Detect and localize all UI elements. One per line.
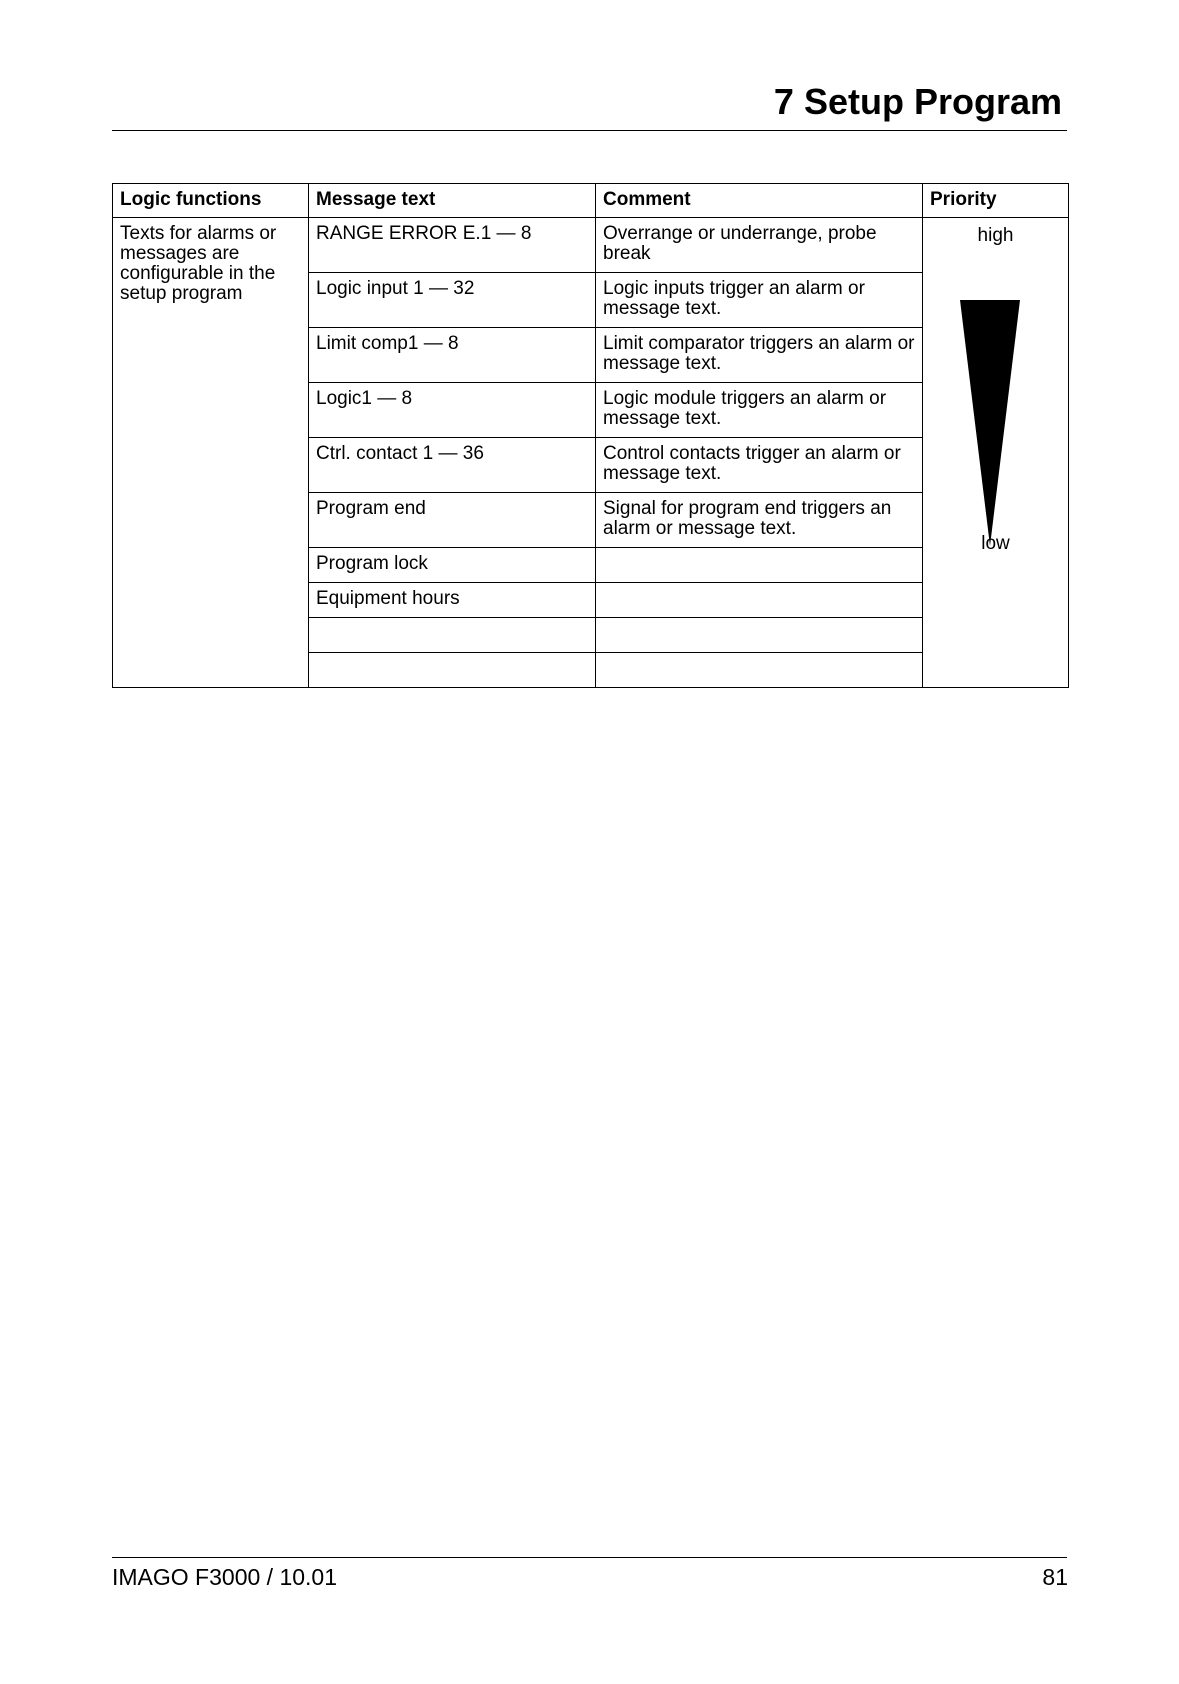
column-header-message-text: Message text [309,184,596,218]
message-text-cell: Logic input 1 — 32 [309,273,596,328]
column-header-comment: Comment [596,184,923,218]
comment-cell: Logic module triggers an alarm or message text. [596,383,923,438]
priority-low-label: low [981,533,1010,554]
message-text-cell: Logic1 — 8 [309,383,596,438]
table-header-row [113,184,1069,218]
footer-document-id: IMAGO F3000 / 10.01 [112,1564,338,1590]
message-text-cell: RANGE ERROR E.1 — 8 [309,218,596,273]
comment-cell [596,548,923,583]
message-text-cell: Program lock [309,548,596,583]
comment-cell: Limit comparator triggers an alarm or message text. [596,328,923,383]
message-text-cell: Program end [309,493,596,548]
column-header-priority: Priority [923,184,1069,218]
priority-cell [923,218,1069,688]
comment-cell [596,583,923,618]
message-text-cell: Ctrl. contact 1 — 36 [309,438,596,493]
comment-cell [596,618,923,653]
logic-functions-table [112,183,1069,688]
message-text-cell [309,618,596,653]
comment-cell: Signal for program end triggers an alarm or message text. [596,493,923,548]
footer-divider [112,1557,1067,1558]
comment-cell: Control contacts trigger an alarm or message text. [596,438,923,493]
message-text-cell: Limit comp1 — 8 [309,328,596,383]
footer-page-number: 81 [1042,1564,1068,1590]
header-divider [112,130,1067,131]
comment-cell: Overrange or underrange, probe break [596,218,923,273]
column-header-logic-functions: Logic functions [113,184,309,218]
logic-functions-description: Texts for alarms or messages are configurable in the setup program [113,218,309,688]
chapter-title: 7 Setup Program [773,81,1062,122]
priority-high-label: high [977,225,1014,246]
message-text-cell: Equipment hours [309,583,596,618]
message-text-cell [309,653,596,688]
priority-wedge-icon [960,300,1020,546]
comment-cell: Logic inputs trigger an alarm or message text. [596,273,923,328]
comment-cell [596,653,923,688]
table-row [113,218,1069,273]
